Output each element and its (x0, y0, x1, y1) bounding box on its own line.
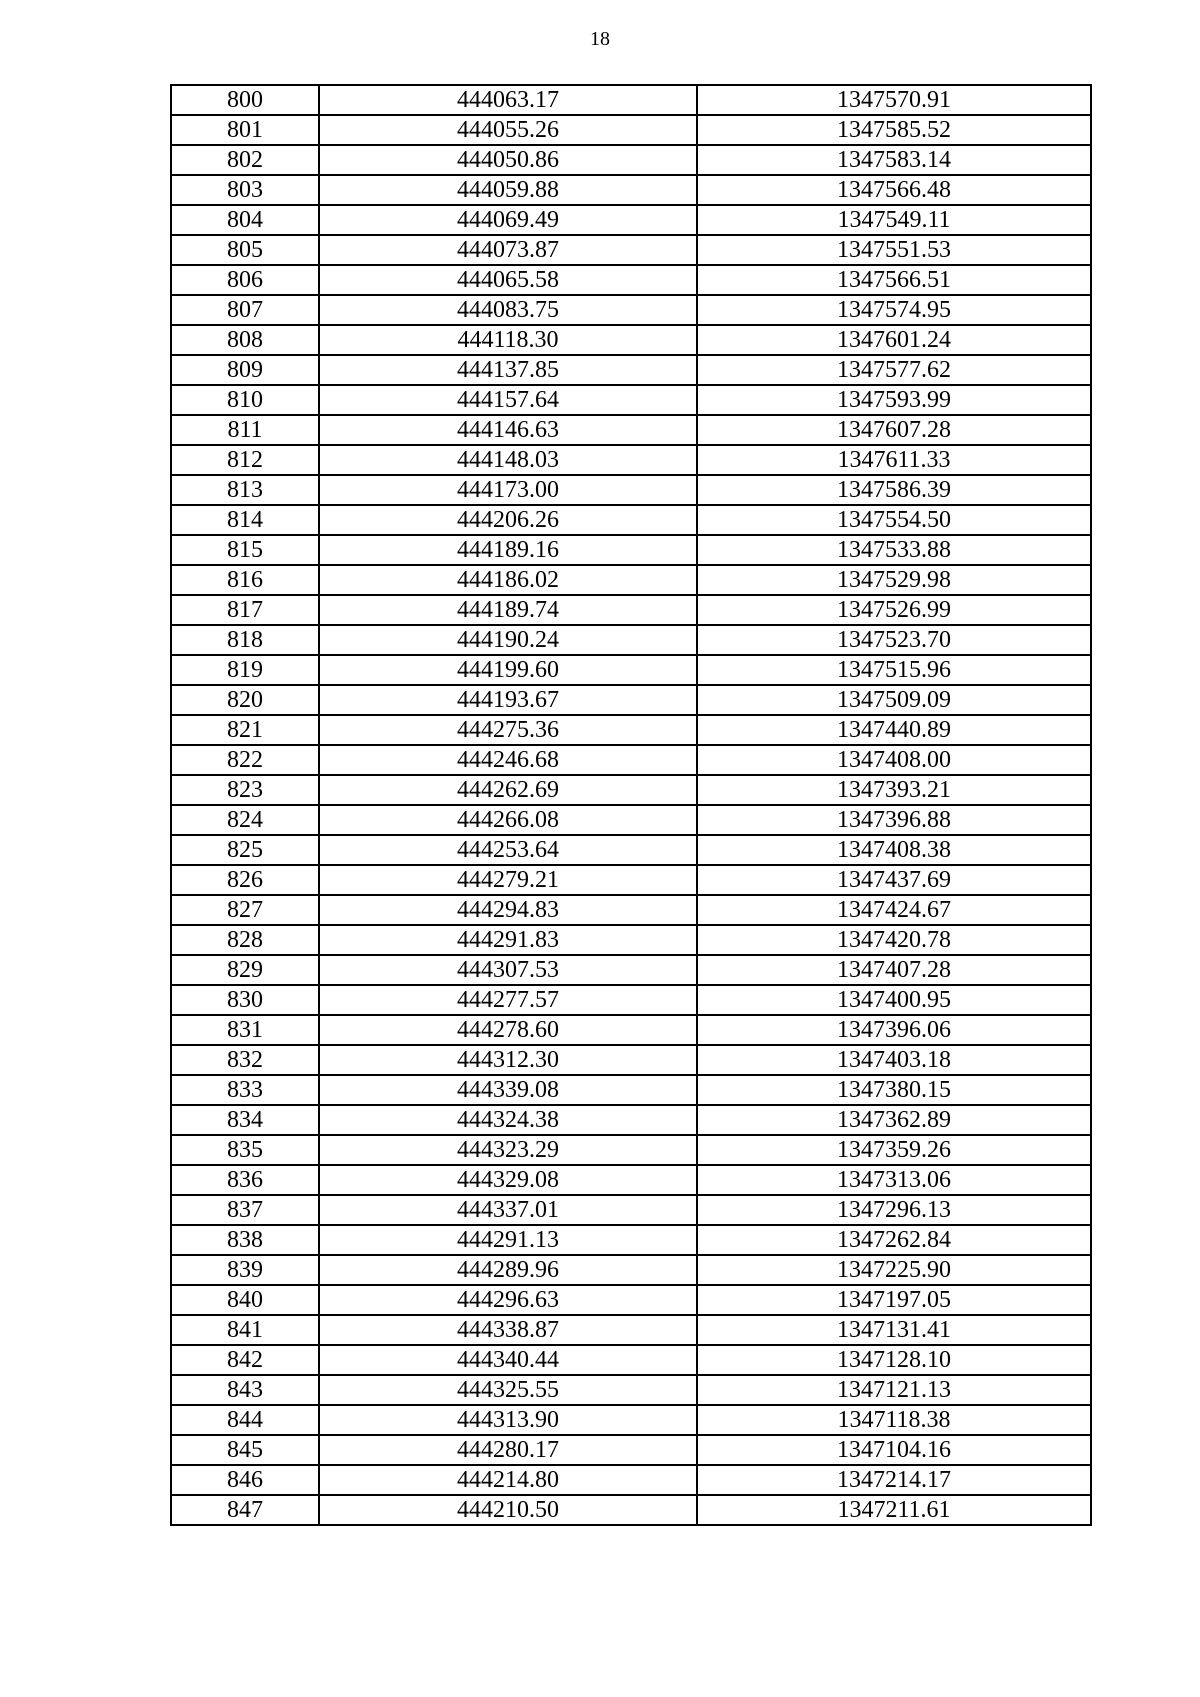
x-coordinate-cell: 444277.57 (319, 985, 697, 1015)
x-coordinate-cell: 444173.00 (319, 475, 697, 505)
point-number-cell: 807 (171, 295, 319, 325)
x-coordinate-cell: 444291.13 (319, 1225, 697, 1255)
table-row (171, 925, 1091, 955)
x-coordinate-cell: 444055.26 (319, 115, 697, 145)
point-number-cell: 816 (171, 565, 319, 595)
x-coordinate-cell: 444083.75 (319, 295, 697, 325)
point-number-cell: 833 (171, 1075, 319, 1105)
point-number-cell: 837 (171, 1195, 319, 1225)
table-row (171, 1375, 1091, 1405)
point-number-cell: 819 (171, 655, 319, 685)
point-number-cell: 804 (171, 205, 319, 235)
point-number-cell: 831 (171, 1015, 319, 1045)
table-row (171, 595, 1091, 625)
x-coordinate-cell: 444262.69 (319, 775, 697, 805)
x-coordinate-cell: 444339.08 (319, 1075, 697, 1105)
y-coordinate-cell: 1347296.13 (697, 1195, 1091, 1225)
point-number-cell: 841 (171, 1315, 319, 1345)
x-coordinate-cell: 444253.64 (319, 835, 697, 865)
table-row (171, 1045, 1091, 1075)
x-coordinate-cell: 444137.85 (319, 355, 697, 385)
y-coordinate-cell: 1347611.33 (697, 445, 1091, 475)
table-row (171, 85, 1091, 115)
y-coordinate-cell: 1347197.05 (697, 1285, 1091, 1315)
x-coordinate-cell: 444190.24 (319, 625, 697, 655)
y-coordinate-cell: 1347529.98 (697, 565, 1091, 595)
table-row (171, 1075, 1091, 1105)
table-row (171, 565, 1091, 595)
point-number-cell: 812 (171, 445, 319, 475)
table-row (171, 325, 1091, 355)
point-number-cell: 832 (171, 1045, 319, 1075)
table-row (171, 1495, 1091, 1525)
x-coordinate-cell: 444199.60 (319, 655, 697, 685)
y-coordinate-cell: 1347118.38 (697, 1405, 1091, 1435)
x-coordinate-cell: 444189.74 (319, 595, 697, 625)
x-coordinate-cell: 444069.49 (319, 205, 697, 235)
x-coordinate-cell: 444073.87 (319, 235, 697, 265)
y-coordinate-cell: 1347585.52 (697, 115, 1091, 145)
x-coordinate-cell: 444065.58 (319, 265, 697, 295)
table-row (171, 115, 1091, 145)
point-number-cell: 808 (171, 325, 319, 355)
y-coordinate-cell: 1347593.99 (697, 385, 1091, 415)
point-number-cell: 835 (171, 1135, 319, 1165)
point-number-cell: 806 (171, 265, 319, 295)
table-row (171, 295, 1091, 325)
y-coordinate-cell: 1347393.21 (697, 775, 1091, 805)
table-row (171, 715, 1091, 745)
y-coordinate-cell: 1347128.10 (697, 1345, 1091, 1375)
y-coordinate-cell: 1347104.16 (697, 1435, 1091, 1465)
x-coordinate-cell: 444189.16 (319, 535, 697, 565)
point-number-cell: 810 (171, 385, 319, 415)
table-row (171, 865, 1091, 895)
table-row (171, 1225, 1091, 1255)
table-row (171, 475, 1091, 505)
x-coordinate-cell: 444278.60 (319, 1015, 697, 1045)
x-coordinate-cell: 444280.17 (319, 1435, 697, 1465)
x-coordinate-cell: 444246.68 (319, 745, 697, 775)
y-coordinate-cell: 1347362.89 (697, 1105, 1091, 1135)
table-row (171, 505, 1091, 535)
y-coordinate-cell: 1347403.18 (697, 1045, 1091, 1075)
table-row (171, 1465, 1091, 1495)
y-coordinate-cell: 1347400.95 (697, 985, 1091, 1015)
table-row (171, 1345, 1091, 1375)
y-coordinate-cell: 1347424.67 (697, 895, 1091, 925)
y-coordinate-cell: 1347551.53 (697, 235, 1091, 265)
table-row (171, 355, 1091, 385)
point-number-cell: 814 (171, 505, 319, 535)
table-row (171, 145, 1091, 175)
table-row (171, 385, 1091, 415)
point-number-cell: 825 (171, 835, 319, 865)
x-coordinate-cell: 444146.63 (319, 415, 697, 445)
point-number-cell: 842 (171, 1345, 319, 1375)
y-coordinate-cell: 1347380.15 (697, 1075, 1091, 1105)
table-row (171, 1405, 1091, 1435)
y-coordinate-cell: 1347408.00 (697, 745, 1091, 775)
point-number-cell: 801 (171, 115, 319, 145)
x-coordinate-cell: 444059.88 (319, 175, 697, 205)
x-coordinate-cell: 444279.21 (319, 865, 697, 895)
y-coordinate-cell: 1347574.95 (697, 295, 1091, 325)
x-coordinate-cell: 444340.44 (319, 1345, 697, 1375)
y-coordinate-cell: 1347396.88 (697, 805, 1091, 835)
y-coordinate-cell: 1347523.70 (697, 625, 1091, 655)
x-coordinate-cell: 444294.83 (319, 895, 697, 925)
table-row (171, 1195, 1091, 1225)
table-row (171, 835, 1091, 865)
table-row (171, 415, 1091, 445)
x-coordinate-cell: 444325.55 (319, 1375, 697, 1405)
point-number-cell: 845 (171, 1435, 319, 1465)
point-number-cell: 824 (171, 805, 319, 835)
point-number-cell: 800 (171, 85, 319, 115)
table-row (171, 1285, 1091, 1315)
coordinates-table-body (171, 85, 1091, 1525)
x-coordinate-cell: 444323.29 (319, 1135, 697, 1165)
table-row (171, 535, 1091, 565)
point-number-cell: 817 (171, 595, 319, 625)
y-coordinate-cell: 1347121.13 (697, 1375, 1091, 1405)
point-number-cell: 827 (171, 895, 319, 925)
point-number-cell: 843 (171, 1375, 319, 1405)
y-coordinate-cell: 1347586.39 (697, 475, 1091, 505)
point-number-cell: 821 (171, 715, 319, 745)
y-coordinate-cell: 1347313.06 (697, 1165, 1091, 1195)
x-coordinate-cell: 444313.90 (319, 1405, 697, 1435)
y-coordinate-cell: 1347526.99 (697, 595, 1091, 625)
x-coordinate-cell: 444307.53 (319, 955, 697, 985)
point-number-cell: 802 (171, 145, 319, 175)
point-number-cell: 829 (171, 955, 319, 985)
x-coordinate-cell: 444338.87 (319, 1315, 697, 1345)
point-number-cell: 815 (171, 535, 319, 565)
x-coordinate-cell: 444312.30 (319, 1045, 697, 1075)
table-row (171, 265, 1091, 295)
x-coordinate-cell: 444148.03 (319, 445, 697, 475)
y-coordinate-cell: 1347225.90 (697, 1255, 1091, 1285)
point-number-cell: 844 (171, 1405, 319, 1435)
y-coordinate-cell: 1347509.09 (697, 685, 1091, 715)
point-number-cell: 811 (171, 415, 319, 445)
table-row (171, 775, 1091, 805)
x-coordinate-cell: 444291.83 (319, 925, 697, 955)
x-coordinate-cell: 444329.08 (319, 1165, 697, 1195)
x-coordinate-cell: 444289.96 (319, 1255, 697, 1285)
point-number-cell: 830 (171, 985, 319, 1015)
point-number-cell: 813 (171, 475, 319, 505)
point-number-cell: 840 (171, 1285, 319, 1315)
table-row (171, 985, 1091, 1015)
table-row (171, 1135, 1091, 1165)
table-row (171, 235, 1091, 265)
y-coordinate-cell: 1347359.26 (697, 1135, 1091, 1165)
x-coordinate-cell: 444337.01 (319, 1195, 697, 1225)
table-row (171, 655, 1091, 685)
y-coordinate-cell: 1347607.28 (697, 415, 1091, 445)
page-number: 18 (590, 28, 610, 50)
point-number-cell: 846 (171, 1465, 319, 1495)
point-number-cell: 820 (171, 685, 319, 715)
table-row (171, 955, 1091, 985)
table-row (171, 1165, 1091, 1195)
table-row (171, 685, 1091, 715)
y-coordinate-cell: 1347407.28 (697, 955, 1091, 985)
point-number-cell: 828 (171, 925, 319, 955)
y-coordinate-cell: 1347533.88 (697, 535, 1091, 565)
x-coordinate-cell: 444050.86 (319, 145, 697, 175)
point-number-cell: 838 (171, 1225, 319, 1255)
y-coordinate-cell: 1347211.61 (697, 1495, 1091, 1525)
y-coordinate-cell: 1347601.24 (697, 325, 1091, 355)
y-coordinate-cell: 1347440.89 (697, 715, 1091, 745)
point-number-cell: 839 (171, 1255, 319, 1285)
y-coordinate-cell: 1347262.84 (697, 1225, 1091, 1255)
y-coordinate-cell: 1347420.78 (697, 925, 1091, 955)
x-coordinate-cell: 444063.17 (319, 85, 697, 115)
x-coordinate-cell: 444324.38 (319, 1105, 697, 1135)
point-number-cell: 818 (171, 625, 319, 655)
table-row (171, 1105, 1091, 1135)
x-coordinate-cell: 444118.30 (319, 325, 697, 355)
y-coordinate-cell: 1347515.96 (697, 655, 1091, 685)
x-coordinate-cell: 444206.26 (319, 505, 697, 535)
x-coordinate-cell: 444193.67 (319, 685, 697, 715)
table-row (171, 805, 1091, 835)
y-coordinate-cell: 1347566.48 (697, 175, 1091, 205)
point-number-cell: 823 (171, 775, 319, 805)
x-coordinate-cell: 444214.80 (319, 1465, 697, 1495)
y-coordinate-cell: 1347214.17 (697, 1465, 1091, 1495)
y-coordinate-cell: 1347583.14 (697, 145, 1091, 175)
table-row (171, 1015, 1091, 1045)
table-row (171, 205, 1091, 235)
point-number-cell: 847 (171, 1495, 319, 1525)
point-number-cell: 805 (171, 235, 319, 265)
point-number-cell: 809 (171, 355, 319, 385)
point-number-cell: 803 (171, 175, 319, 205)
coordinates-table (170, 84, 1092, 1526)
table-row (171, 1255, 1091, 1285)
table-row (171, 1435, 1091, 1465)
point-number-cell: 822 (171, 745, 319, 775)
y-coordinate-cell: 1347549.11 (697, 205, 1091, 235)
y-coordinate-cell: 1347570.91 (697, 85, 1091, 115)
x-coordinate-cell: 444210.50 (319, 1495, 697, 1525)
point-number-cell: 836 (171, 1165, 319, 1195)
table-row (171, 1315, 1091, 1345)
point-number-cell: 826 (171, 865, 319, 895)
table-row (171, 625, 1091, 655)
x-coordinate-cell: 444275.36 (319, 715, 697, 745)
table-row (171, 445, 1091, 475)
point-number-cell: 834 (171, 1105, 319, 1135)
table-row (171, 895, 1091, 925)
y-coordinate-cell: 1347554.50 (697, 505, 1091, 535)
y-coordinate-cell: 1347566.51 (697, 265, 1091, 295)
y-coordinate-cell: 1347396.06 (697, 1015, 1091, 1045)
x-coordinate-cell: 444157.64 (319, 385, 697, 415)
table-row (171, 745, 1091, 775)
table-row (171, 175, 1091, 205)
x-coordinate-cell: 444186.02 (319, 565, 697, 595)
y-coordinate-cell: 1347131.41 (697, 1315, 1091, 1345)
y-coordinate-cell: 1347437.69 (697, 865, 1091, 895)
y-coordinate-cell: 1347577.62 (697, 355, 1091, 385)
x-coordinate-cell: 444296.63 (319, 1285, 697, 1315)
x-coordinate-cell: 444266.08 (319, 805, 697, 835)
y-coordinate-cell: 1347408.38 (697, 835, 1091, 865)
